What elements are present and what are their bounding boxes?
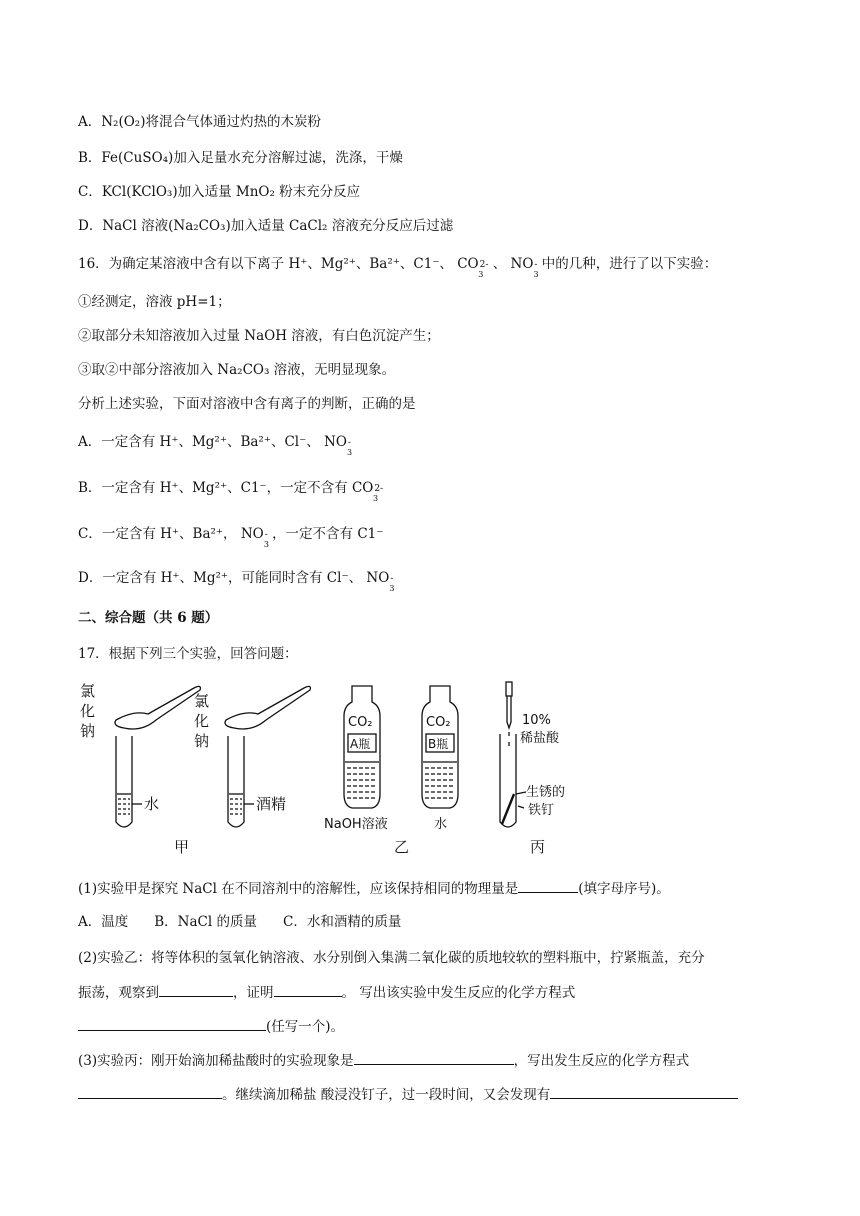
- q17-part-3: (3)实验丙：刚开始滴加稀盐酸时的实验现象是 ，写出发生反应的化学方程式: [78, 1050, 689, 1071]
- label-bottle-a: A瓶: [350, 737, 371, 751]
- q16-option-b: B．一定含有 H⁺、Mg²⁺、C1⁻，一定不含有 CO2- 3: [78, 480, 384, 503]
- ion-no3: NO- 3: [240, 526, 269, 549]
- ion-co3: CO2- 3: [457, 256, 489, 279]
- q16-step-3: ③取②中部分溶液加入 Na₂CO₃ 溶液，无明显现象。: [78, 362, 396, 378]
- q17-part-2b: 振荡，观察到 ，证明 。 写出该实验中发生反应的化学方程式: [78, 982, 575, 1003]
- q16-stem: 16．为确定某溶液中含有以下离子 H⁺、Mg²⁺、Ba²⁺、C1⁻、 CO2- 3 、 NO- 3 中的几种，进行了以下实验：: [78, 256, 718, 279]
- label-co2-b: CO₂: [426, 715, 451, 730]
- answer-blank[interactable]: [78, 1084, 222, 1099]
- q17-figure: [76, 676, 766, 856]
- q17-stem: 17．根据下列三个实验，回答问题：: [78, 646, 298, 662]
- q16-step-1: ①经测定，溶液 pH=1；: [78, 294, 231, 310]
- label-acid-percent: 10%: [522, 713, 551, 728]
- experiment-diagram: [76, 676, 766, 856]
- label-water-b: 水: [434, 817, 448, 832]
- test-tube-icon: [500, 734, 516, 827]
- q15-option-b: B．Fe(CuSO₄)加入足量水充分溶解过滤，洗涤，干燥: [78, 150, 403, 166]
- section-title: 二、综合题（共 6 题）: [78, 610, 219, 626]
- label-nacl-char: 化: [194, 712, 210, 730]
- ion-no3: NO- 3: [510, 256, 539, 279]
- q17-part-1-options: A．温度 B．NaCl 的质量 C．水和酒精的质量: [78, 914, 402, 930]
- label-bottle-b: B瓶: [428, 737, 449, 751]
- answer-blank[interactable]: [274, 982, 342, 997]
- answer-blank[interactable]: [518, 878, 578, 893]
- answer-blank[interactable]: [550, 1084, 738, 1099]
- label-acid-name: 稀盐酸: [520, 731, 560, 746]
- q17-part-1: (1)实验甲是探究 NaCl 在不同溶剂中的溶解性，应该保持相同的物理量是 (填字母序号)。: [78, 878, 670, 899]
- label-nacl-char: 氯: [80, 682, 96, 700]
- ion-co3: CO2- 3: [351, 480, 384, 503]
- q15-option-c: C．KCl(KClO₃)加入适量 MnO₂ 粉末充分反应: [78, 184, 361, 200]
- label-yi: 乙: [394, 838, 410, 856]
- dropper-icon: [506, 682, 512, 696]
- answer-blank[interactable]: [354, 1050, 514, 1065]
- label-naoh-solution: NaOH溶液: [324, 817, 388, 832]
- label-water: 水: [144, 795, 160, 813]
- label-nail: 铁钉: [528, 803, 555, 818]
- q16-analysis: 分析上述实验，下面对溶液中含有离子的判断，正确的是: [78, 396, 416, 412]
- test-tube-icon: [228, 736, 244, 827]
- q16-option-a: A．一定含有 H⁺、Mg²⁺、Ba²⁺、Cl⁻、 NO- 3: [78, 434, 353, 457]
- answer-blank[interactable]: [159, 982, 233, 997]
- label-nacl-char: 化: [80, 702, 96, 720]
- label-bing: 丙: [530, 838, 546, 856]
- test-tube-icon: [116, 736, 132, 827]
- label-nacl-char: 氯: [194, 692, 210, 710]
- label-rusty: 生锈的: [526, 785, 566, 800]
- label-nacl-char: 钠: [194, 732, 210, 750]
- q17-part-3b: 。继续滴加稀盐 酸浸没钉子，过一段时间，又会发现有: [78, 1084, 738, 1105]
- answer-blank[interactable]: [78, 1016, 266, 1031]
- q16-step-2: ②取部分未知溶液加入过量 NaOH 溶液，有白色沉淀产生；: [78, 328, 440, 344]
- spoon-icon: [115, 686, 200, 729]
- q15-option-d: D．NaCl 溶液(Na₂CO₃)加入适量 CaCl₂ 溶液充分反应后过滤: [78, 218, 454, 234]
- ion-no3: NO- 3: [366, 570, 395, 593]
- ion-no3: NO- 3: [324, 434, 353, 457]
- label-co2-a: CO₂: [348, 715, 373, 730]
- spoon-icon: [225, 686, 310, 729]
- label-nacl-char: 钠: [80, 722, 96, 740]
- q16-option-c: C．一定含有 H⁺、Ba²⁺， NO- 3 ，一定不含有 C1⁻: [78, 526, 384, 549]
- label-alcohol: 酒精: [256, 795, 287, 813]
- q16-option-d: D．一定含有 H⁺、Mg²⁺，可能同时含有 Cl⁻、 NO- 3: [78, 570, 395, 593]
- q17-part-2: (2)实验乙：将等体积的氢氧化钠溶液、水分别倒入集满二氧化碳的质地较软的塑料瓶中，拧紧瓶盖，充分: [78, 950, 705, 966]
- q17-part-2c: (任写一个)。: [78, 1016, 344, 1037]
- label-jia: 甲: [174, 838, 190, 856]
- nail-icon: [502, 794, 514, 824]
- q15-option-a: A．N₂(O₂)将混合气体通过灼热的木炭粉: [78, 114, 321, 130]
